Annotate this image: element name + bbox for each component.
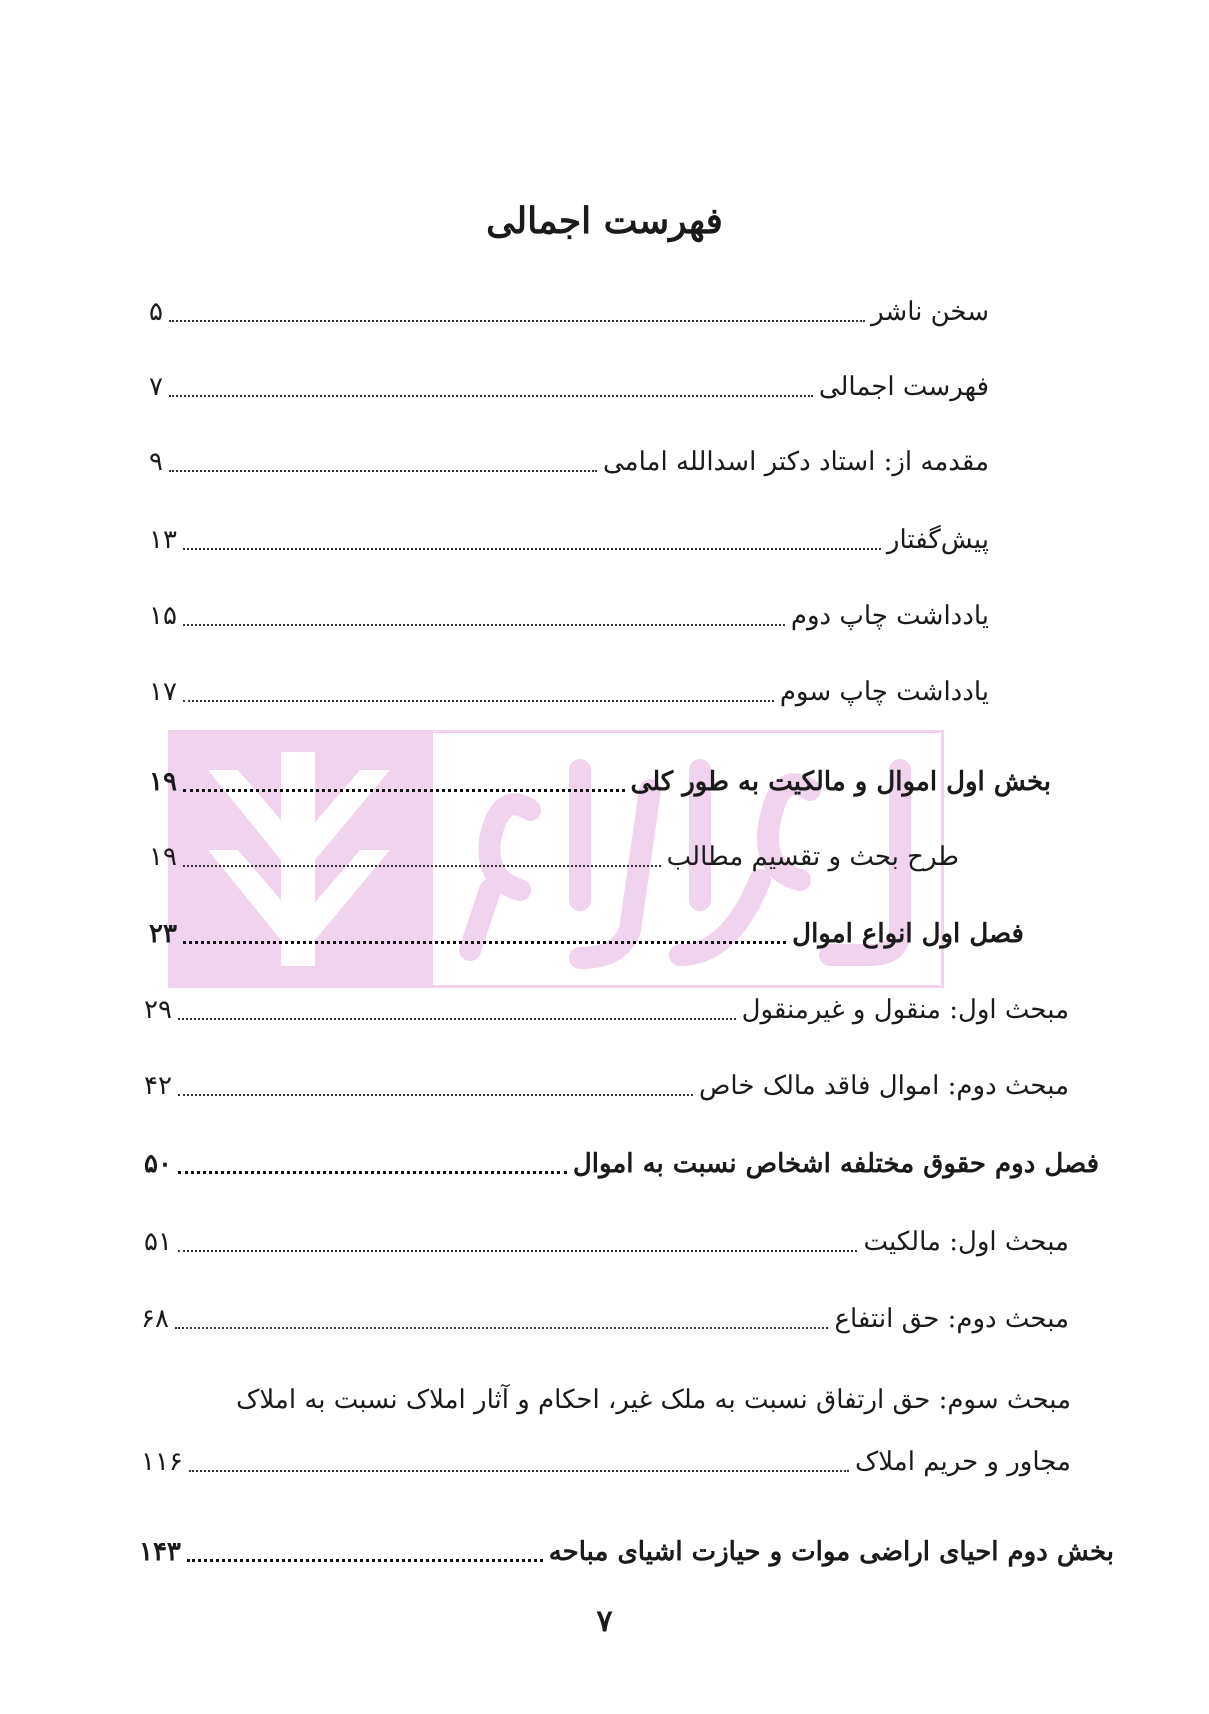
toc-entry-page: ۷ — [149, 372, 163, 402]
toc-entry-page: ۱۴۳ — [139, 1537, 181, 1567]
toc-entry-page: ۱۱۶ — [141, 1447, 183, 1477]
dot-leader — [189, 1470, 849, 1472]
toc-entry-label: مبحث اول: منقول و غیرمنقول — [741, 995, 1069, 1025]
toc-entry — [149, 365, 989, 409]
toc-entry-label: فصل دوم حقوق مختلفه اشخاص نسبت به اموال — [572, 1149, 1099, 1179]
dot-leader — [178, 1171, 567, 1174]
toc-entry-label: سخن ناشر — [871, 297, 989, 327]
dot-leader — [183, 865, 661, 867]
dot-leader — [183, 941, 786, 944]
toc-entry-label: مبحث اول: مالکیت — [863, 1227, 1069, 1257]
toc-entry-page: ۱۵ — [149, 601, 177, 631]
dot-leader — [183, 789, 625, 792]
toc-chapter-heading — [149, 912, 1024, 956]
toc-chapter-heading — [144, 1142, 1099, 1186]
toc-entry-page: ۱۳ — [149, 525, 177, 555]
toc-entry — [149, 290, 989, 334]
toc-entry-page: ۲۳ — [149, 919, 177, 949]
toc-entry — [144, 1220, 1069, 1264]
toc-entry — [141, 1440, 1071, 1484]
toc-entry — [141, 1297, 1069, 1341]
toc-entry-label: فصل اول انواع اموال — [792, 919, 1024, 949]
toc-entry-label: مبحث دوم: حق انتفاع — [834, 1304, 1069, 1334]
toc-entry-label: فهرست اجمالی — [818, 372, 989, 402]
dot-leader — [183, 548, 881, 550]
toc-entry — [149, 594, 989, 638]
toc-entry-label: یادداشت چاپ سوم — [779, 677, 989, 707]
toc-entry-label: مقدمه از: استاد دکتر اسدالله امامی — [603, 447, 989, 477]
toc-entry-page: ۹ — [149, 447, 163, 477]
dot-leader — [178, 1250, 858, 1252]
page-title: فهرست اجمالی — [486, 200, 723, 242]
dot-leader — [178, 1018, 736, 1020]
dot-leader — [178, 1094, 693, 1096]
toc-entry-label: طرح بحث و تقسیم مطالب — [666, 842, 959, 872]
dot-leader — [175, 1327, 829, 1329]
dot-leader — [169, 320, 865, 322]
toc-entry-page: ۲۹ — [144, 995, 172, 1025]
dot-leader — [183, 624, 785, 626]
toc-entry-label: مبحث دوم: اموال فاقد مالک خاص — [699, 1071, 1069, 1101]
toc-entry — [149, 518, 989, 562]
toc-entry — [144, 988, 1069, 1032]
toc-entry-label: بخش دوم احیای اراضی موات و حیازت اشیای مباحه — [548, 1537, 1114, 1567]
toc-entry — [149, 835, 959, 879]
toc-section-heading — [149, 760, 1051, 804]
toc-entry — [149, 670, 989, 714]
toc-entry-label: پیش‌گفتار — [886, 525, 989, 555]
dot-leader — [187, 1559, 543, 1562]
dot-leader — [169, 470, 597, 472]
toc-entry-wrapped-line: مبحث سوم: حق ارتفاق نسبت به ملک غیر، احکام و آثار املاک نسبت به املاک — [236, 1385, 1071, 1415]
toc-entry — [149, 440, 989, 484]
toc-entry-label: بخش اول اموال و مالکیت به طور کلی — [630, 767, 1051, 797]
dot-leader — [183, 700, 774, 702]
toc-entry-label: یادداشت چاپ دوم — [790, 601, 989, 631]
toc-entry-page: ۴۲ — [144, 1071, 172, 1101]
toc-section-heading — [139, 1530, 1114, 1574]
toc-entry-page: ۱۷ — [149, 677, 177, 707]
toc-entry-page: ۱۹ — [149, 767, 177, 797]
toc-entry-page: ۶۸ — [141, 1304, 169, 1334]
dot-leader — [169, 395, 813, 397]
toc-entry-page: ۵۰ — [144, 1149, 172, 1179]
toc-entry — [144, 1064, 1069, 1108]
toc-entry-page: ۵ — [149, 297, 163, 327]
toc-entry-label: مجاور و حریم املاک — [855, 1447, 1071, 1477]
toc-entry-page: ۵۱ — [144, 1227, 172, 1257]
page-number: ۷ — [596, 1604, 613, 1639]
toc-entry-page: ۱۹ — [149, 842, 177, 872]
